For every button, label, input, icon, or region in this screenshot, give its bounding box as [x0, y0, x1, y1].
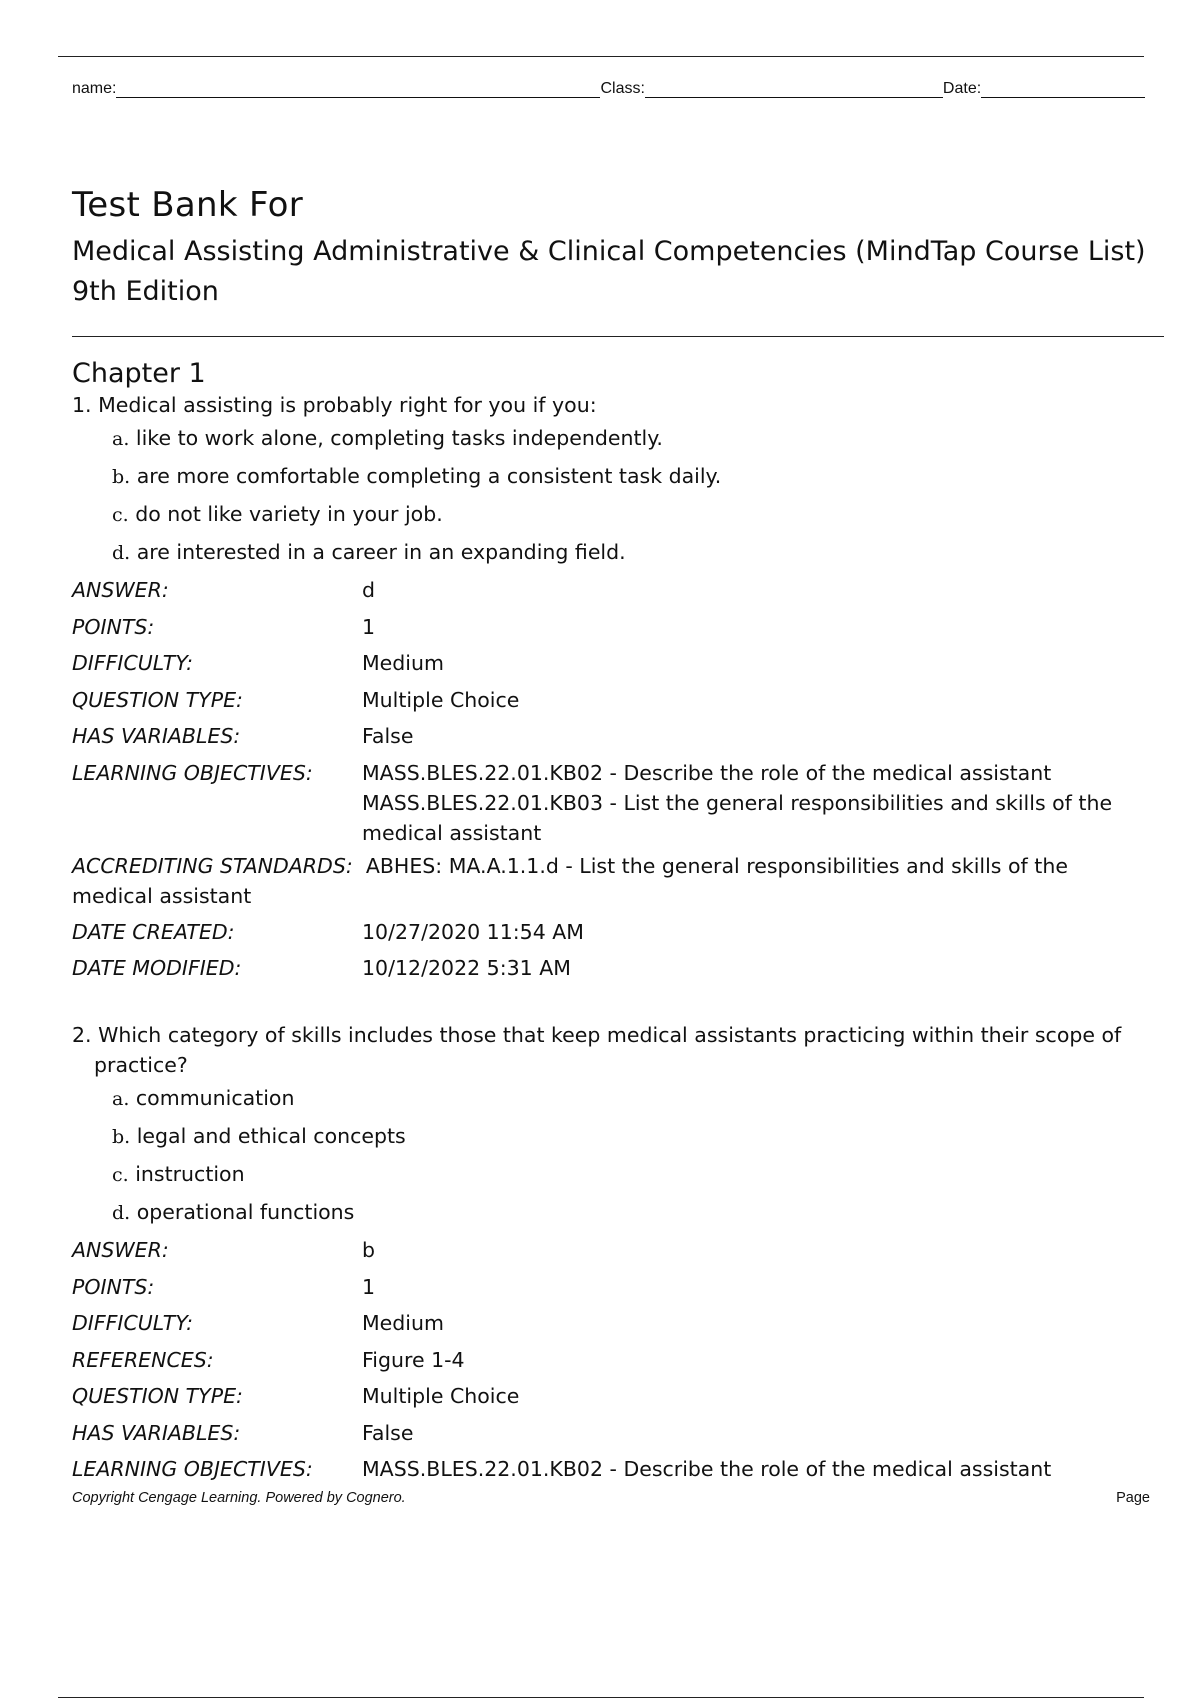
edition-line: 9th Edition	[72, 276, 219, 307]
header-fields	[72, 72, 1167, 98]
references-row: REFERENCES: Figure 1-4	[72, 1347, 465, 1372]
section-rule	[72, 336, 1164, 337]
document-title: Test Bank For	[72, 185, 303, 225]
answer-row: ANSWER: d	[72, 578, 376, 602]
name-blank	[116, 79, 600, 98]
option-d: d. are interested in a career in an expanding field.	[112, 540, 626, 564]
chapter-heading: Chapter 1	[72, 358, 206, 389]
difficulty-row: DIFFICULTY: Medium	[72, 1311, 444, 1335]
option-b: b. are more comfortable completing a consistent task daily.	[112, 464, 722, 488]
bottom-rule	[58, 1697, 1144, 1698]
learning-objectives-row: LEARNING OBJECTIVES: MASS.BLES.22.01.KB02 - Describe the role of the medical assistant	[72, 1457, 1052, 1481]
page-label: Page	[1116, 1490, 1150, 1506]
top-rule	[58, 56, 1144, 57]
option-c: c. do not like variety in your job.	[112, 502, 443, 526]
date-label: Date:	[942, 80, 982, 97]
answer-row: ANSWER: b	[72, 1238, 376, 1262]
date-modified-row: DATE MODIFIED: 10/12/2022 5:31 AM	[72, 956, 571, 980]
book-title-line: Medical Assisting Administrative & Clinical Competencies (MindTap Course List)	[72, 236, 1146, 267]
date-created-row: DATE CREATED: 10/27/2020 11:54 AM	[72, 919, 584, 944]
date-blank	[981, 79, 1145, 98]
accrediting-standards-row: ACCREDITING STANDARDS: ABHES: MA.A.1.1.d - List the general responsibilities and skills of the medical assistant	[72, 853, 1068, 908]
question-stem: 2. Which category of skills includes those that keep medical assistants practicing within their scope of practice?	[72, 1023, 1122, 1077]
question-1	[72, 390, 1152, 987]
option-a: a. communication	[112, 1086, 295, 1110]
points-row: POINTS: 1	[72, 1274, 376, 1299]
name-label: name:	[72, 80, 117, 97]
option-b: b. legal and ethical concepts	[112, 1124, 406, 1148]
page-footer	[72, 1490, 1150, 1506]
has-variables-row: HAS VARIABLES: False	[72, 1420, 414, 1445]
has-variables-row: HAS VARIABLES: False	[72, 724, 414, 748]
option-a: a. like to work alone, completing tasks independently.	[112, 426, 663, 450]
option-d: d. operational functions	[112, 1200, 355, 1224]
question-stem: 1. Medical assisting is probably right for you if you:	[72, 393, 597, 417]
difficulty-row: DIFFICULTY: Medium	[72, 651, 444, 675]
learning-objective: MASS.BLES.22.01.KB03 - List the general responsibilities and skills of the medical assistant	[362, 790, 1113, 845]
book-title	[72, 232, 1152, 312]
learning-objective: MASS.BLES.22.01.KB02 - Describe the role of the medical assistant	[362, 760, 1052, 785]
points-row: POINTS: 1	[72, 614, 376, 639]
class-label: Class:	[600, 80, 645, 97]
question-2	[72, 1020, 1152, 1488]
copyright-text: Copyright Cengage Learning. Powered by Cognero.	[72, 1490, 406, 1506]
learning-objectives-row: LEARNING OBJECTIVES: MASS.BLES.22.01.KB02 - Describe the role of the medical assistant MASS.BLES.22.01.KB03 - List the general responsibilities and skills of the medical assistant	[72, 755, 1152, 848]
question-type-row: QUESTION TYPE: Multiple Choice	[72, 1384, 520, 1408]
option-c: c. instruction	[112, 1162, 245, 1186]
question-type-row: QUESTION TYPE: Multiple Choice	[72, 687, 520, 712]
class-blank	[645, 79, 943, 98]
